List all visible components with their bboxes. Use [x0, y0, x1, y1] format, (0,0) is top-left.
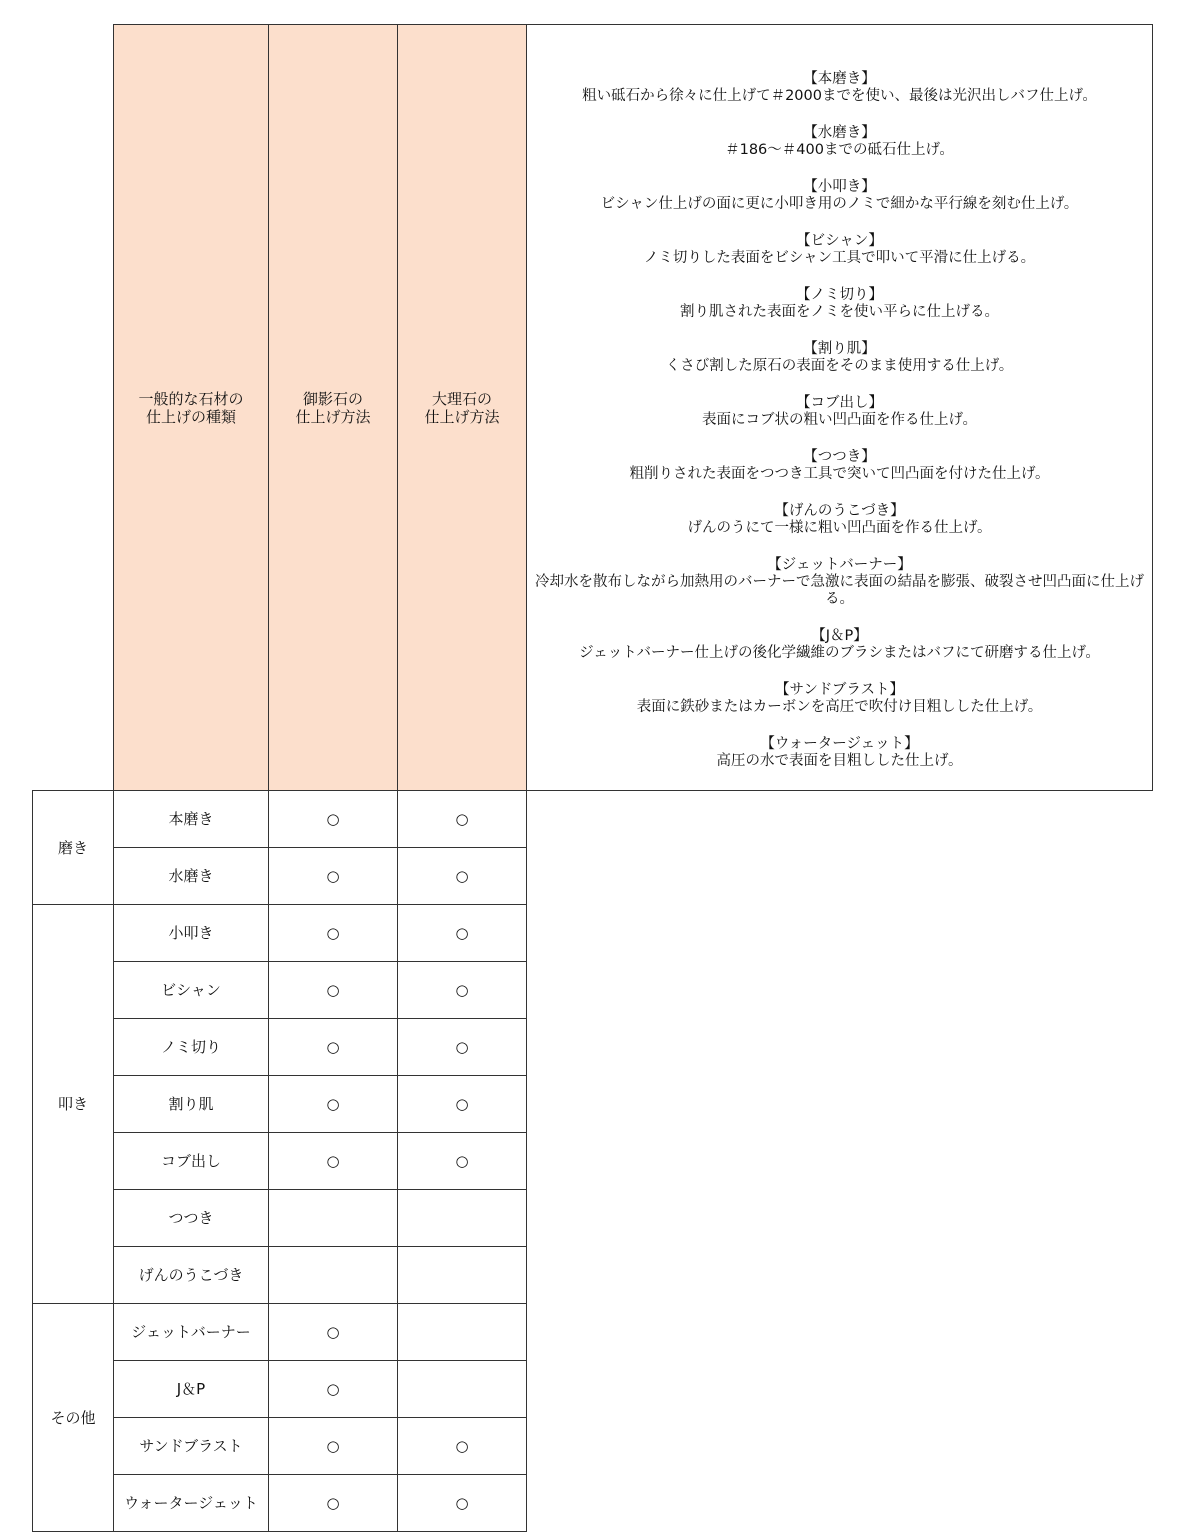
marble-mark-cell: ○ — [398, 1076, 527, 1133]
finish-name-cell: ウォータージェット — [114, 1475, 269, 1532]
description-item — [531, 341, 1148, 375]
group-label: 磨き — [33, 791, 114, 905]
finish-name-cell: J＆P — [114, 1361, 269, 1418]
description-title: 【コブ出し】 — [796, 395, 883, 411]
finish-name-cell: ジェットバーナー — [114, 1304, 269, 1361]
granite-mark-cell: ○ — [269, 1361, 398, 1418]
table-row — [33, 905, 1153, 962]
description-item — [531, 557, 1148, 608]
description-item — [531, 179, 1148, 213]
description-item — [531, 395, 1148, 429]
granite-mark-cell: ○ — [269, 905, 398, 962]
marble-mark-cell: ○ — [398, 1133, 527, 1190]
group-label: 叩き — [33, 905, 114, 1304]
table-row — [33, 962, 1153, 1019]
description-item — [531, 233, 1148, 267]
description-list — [527, 25, 1152, 770]
description-body: 表面に鉄砂またはカーボンを高圧で吹付け目粗しした仕上げ。 — [636, 699, 1043, 715]
description-cell — [527, 25, 1153, 791]
finish-table-body — [33, 791, 1153, 1532]
finish-name-cell: 小叩き — [114, 905, 269, 962]
header-finish-type: 一般的な石材の 仕上げの種類 — [114, 25, 269, 791]
finish-name-cell: ノミ切り — [114, 1019, 269, 1076]
granite-mark-cell: ○ — [269, 791, 398, 848]
finish-name-cell: コブ出し — [114, 1133, 269, 1190]
table-row — [33, 791, 1153, 848]
description-body: げんのうにて一様に粗い凹凸面を作る仕上げ。 — [687, 520, 992, 536]
table-row — [33, 1190, 1153, 1247]
description-title: 【J＆P】 — [811, 628, 868, 644]
marble-mark-cell: ○ — [398, 1019, 527, 1076]
finish-name-cell: ビシャン — [114, 962, 269, 1019]
granite-mark-cell: ○ — [269, 962, 398, 1019]
description-body: くさび割した原石の表面をそのまま使用する仕上げ。 — [665, 358, 1014, 374]
granite-mark-cell: ○ — [269, 1019, 398, 1076]
table-row — [33, 1133, 1153, 1190]
marble-mark-cell: ○ — [398, 848, 527, 905]
finish-name-cell: 割り肌 — [114, 1076, 269, 1133]
description-title: 【げんのうこづき】 — [774, 503, 905, 519]
description-item — [531, 503, 1148, 537]
granite-mark-cell: ○ — [269, 848, 398, 905]
marble-mark-cell: ○ — [398, 1475, 527, 1532]
description-title: 【ウォータージェット】 — [760, 736, 919, 752]
granite-mark-cell — [269, 1247, 398, 1304]
description-title: 【つつき】 — [803, 449, 876, 465]
description-title: 【ビシャン】 — [796, 233, 883, 249]
finish-name-cell: げんのうこづき — [114, 1247, 269, 1304]
marble-mark-cell: ○ — [398, 905, 527, 962]
finish-name-cell: 水磨き — [114, 848, 269, 905]
description-title: 【小叩き】 — [803, 179, 876, 195]
description-body: ＃186～＃400までの砥石仕上げ。 — [725, 142, 954, 158]
finish-name-cell: サンドブラスト — [114, 1418, 269, 1475]
description-body: 高圧の水で表面を目粗しした仕上げ。 — [716, 753, 963, 769]
table-row — [33, 1304, 1153, 1361]
description-body: ジェットバーナー仕上げの後化学繊維のブラシまたはバフにて研磨する仕上げ。 — [579, 645, 1100, 661]
table-row — [33, 1019, 1153, 1076]
group-label: その他 — [33, 1304, 114, 1532]
marble-mark-cell — [398, 1247, 527, 1304]
granite-mark-cell — [269, 1190, 398, 1247]
description-body: 粗い砥石から徐々に仕上げて＃2000までを使い、最後は光沢出しバフ仕上げ。 — [582, 88, 1097, 104]
granite-mark-cell: ○ — [269, 1475, 398, 1532]
finish-name-cell: つつき — [114, 1190, 269, 1247]
header-granite-method: 御影石の 仕上げ方法 — [269, 25, 398, 791]
marble-mark-cell: ○ — [398, 1418, 527, 1475]
description-item — [531, 449, 1148, 483]
description-title: 【水磨き】 — [803, 125, 876, 141]
granite-mark-cell: ○ — [269, 1304, 398, 1361]
finish-name-cell: 本磨き — [114, 791, 269, 848]
table-row — [33, 1418, 1153, 1475]
description-title: 【サンドブラスト】 — [775, 682, 904, 698]
marble-mark-cell: ○ — [398, 962, 527, 1019]
marble-mark-cell — [398, 1361, 527, 1418]
description-item — [531, 628, 1148, 662]
table-row — [33, 1247, 1153, 1304]
table-row — [33, 1361, 1153, 1418]
table-row — [33, 1076, 1153, 1133]
description-title: 【ジェットバーナー】 — [767, 557, 912, 573]
granite-mark-cell: ○ — [269, 1076, 398, 1133]
description-body: 冷却水を散布しながら加熱用のバーナーで急激に表面の結晶を膨張、破裂させ凹凸面に仕上げる。 — [535, 574, 1144, 607]
description-title: 【ノミ切り】 — [796, 287, 883, 303]
description-body: 割り肌された表面をノミを使い平らに仕上げる。 — [680, 304, 999, 320]
description-body: 粗削りされた表面をつつき工具で突いて凹凸面を付けた仕上げ。 — [629, 466, 1050, 482]
granite-mark-cell: ○ — [269, 1418, 398, 1475]
header-blank-cell — [33, 25, 114, 791]
description-item — [531, 71, 1148, 105]
header-marble-method: 大理石の 仕上げ方法 — [398, 25, 527, 791]
description-item — [531, 682, 1148, 716]
description-item — [531, 736, 1148, 770]
description-item — [531, 125, 1148, 159]
description-body: ノミ切りした表面をビシャン工具で叩いて平滑に仕上げる。 — [643, 250, 1036, 266]
marble-mark-cell — [398, 1190, 527, 1247]
finish-comparison-table — [32, 24, 1153, 1532]
marble-mark-cell: ○ — [398, 791, 527, 848]
table-row — [33, 848, 1153, 905]
table-row — [33, 1475, 1153, 1532]
description-body: 表面にコブ状の粗い凹凸面を作る仕上げ。 — [702, 412, 977, 428]
description-body: ビシャン仕上げの面に更に小叩き用のノミで細かな平行線を刻む仕上げ。 — [600, 196, 1079, 212]
description-item — [531, 287, 1148, 321]
granite-mark-cell: ○ — [269, 1133, 398, 1190]
marble-mark-cell — [398, 1304, 527, 1361]
description-title: 【本磨き】 — [803, 71, 876, 87]
description-title: 【割り肌】 — [803, 341, 876, 357]
